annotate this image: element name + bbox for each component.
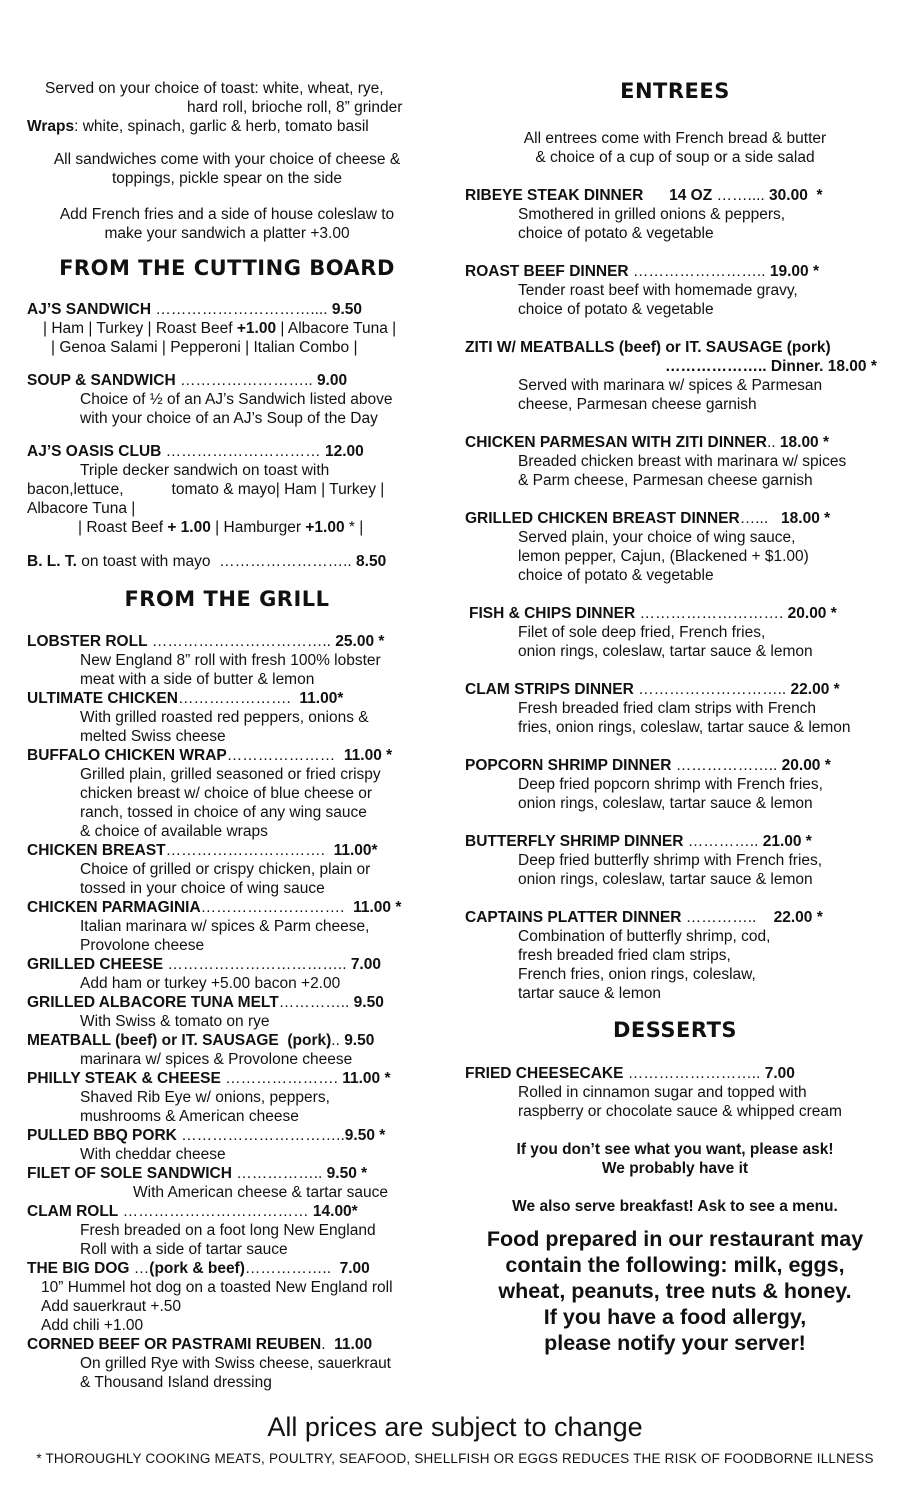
item-title-line xyxy=(27,1126,427,1145)
item-price: 8.50 xyxy=(356,553,387,570)
menu-item-blt xyxy=(27,552,427,571)
item-price: 21.00 * xyxy=(762,833,812,850)
wraps-label: Wraps xyxy=(27,118,75,135)
item-desc: Triple decker sandwich on toast with xyxy=(80,462,330,479)
item-name: RIBEYE STEAK DINNER xyxy=(465,187,644,204)
menu-item-grill xyxy=(27,1031,427,1069)
item-name: MEATBALL (beef) or IT. SAUSAGE (pork) xyxy=(27,1032,332,1049)
dot-leader: …………………………. xyxy=(165,842,334,859)
item-name: GRILLED CHICKEN BREAST DINNER xyxy=(465,510,740,527)
dot-leader: ……………………….. xyxy=(633,681,791,698)
item-desc: With American cheese & tartar sauce xyxy=(133,1184,389,1201)
item-price: 30.00 * xyxy=(769,187,823,204)
dot-leader: …………………………….. xyxy=(163,956,351,973)
menu-item-entree xyxy=(465,186,885,243)
price-change-notice: All prices are subject to change xyxy=(267,1412,643,1442)
item-name: POPCORN SHRIMP DINNER xyxy=(465,757,672,774)
desc-part: tomato & mayo| Ham | Turkey | xyxy=(171,481,385,498)
item-title-line xyxy=(27,746,427,765)
item-name: PHILLY STEAK & CHEESE xyxy=(27,1070,221,1087)
item-desc: Breaded chicken breast with marinara w/ spices & Parm cheese, Parmesan cheese garnish xyxy=(518,453,847,489)
item-name: LOBSTER ROLL xyxy=(27,633,148,650)
menu-item-entree xyxy=(465,433,885,490)
dot-leader: .. xyxy=(331,1032,345,1049)
item-title-line xyxy=(27,1202,427,1221)
dot-leader: ……………….. xyxy=(671,757,782,774)
menu-item-grill xyxy=(27,1202,427,1259)
item-price: 19.00 * xyxy=(769,263,819,280)
entrees-intro xyxy=(465,129,885,167)
item-desc: Italian marinara w/ spices & Parm cheese, Provolone cheese xyxy=(80,918,370,954)
menu-item-soup-sandwich xyxy=(27,371,427,428)
platter-line-2: make your sandwich a platter +3.00 xyxy=(104,225,350,242)
dot-leader: …………………….. xyxy=(175,372,317,389)
item-price: 18.00 * xyxy=(779,434,830,451)
item-name: GRILLED CHEESE xyxy=(27,956,164,973)
item-title-line xyxy=(27,993,427,1012)
entrees-intro-line-1: All entrees come with French bread & butter xyxy=(523,130,827,147)
desc-part: | Albacore Tuna | xyxy=(276,320,397,337)
item-name: CHICKEN BREAST xyxy=(27,842,166,859)
item-title-line xyxy=(27,955,427,974)
item-desc: Combination of butterfly shrimp, cod, fresh breaded fried clam strips, French fries, onion rings, coleslaw, tartar sauce & lemon xyxy=(518,928,771,1002)
dot-leader: . xyxy=(321,1336,335,1353)
menu-item-grill xyxy=(27,1069,427,1126)
dot-leader: …………………….. xyxy=(623,1065,765,1082)
menu-item-entree xyxy=(465,262,885,319)
dot-leader: ………………………….... xyxy=(151,301,332,318)
item-desc: Served with marinara w/ spices & Parmesan cheese, Parmesan cheese garnish xyxy=(518,377,823,413)
menu-item-entree xyxy=(465,604,885,661)
item-name: CHICKEN PARMESAN WITH ZITI DINNER xyxy=(465,434,767,451)
ask-line-2: We probably have it xyxy=(601,1160,749,1177)
item-desc: Smothered in grilled onions & peppers, choice of potato & vegetable xyxy=(518,206,786,242)
item-name: BUFFALO CHICKEN WRAP xyxy=(27,747,227,764)
item-title-line xyxy=(465,338,885,357)
item-title-line xyxy=(27,1069,427,1088)
menu-item-grill xyxy=(27,1126,427,1164)
dot-leader: ………………… xyxy=(226,747,344,764)
item-title-line xyxy=(27,1164,427,1183)
dot-leader: .. xyxy=(766,434,780,451)
item-name: THE BIG DOG xyxy=(27,1260,130,1277)
item-name: FISH & CHIPS DINNER xyxy=(469,605,636,622)
foodborne-warning: * THOROUGHLY COOKING MEATS, POULTRY, SEAFOOD, SHELLFISH OR EGGS REDUCES THE RISK OF FOODBORNE ILLNESS xyxy=(36,1451,874,1466)
item-name: B. L. T. xyxy=(27,553,77,570)
item-desc: Fresh breaded fried clam strips with French fries, onion rings, coleslaw, tartar sauce & lemon xyxy=(518,700,851,736)
item-price: 9.50 * xyxy=(344,1127,386,1144)
item-price: 18.00 * xyxy=(781,510,831,527)
item-desc: Deep fried butterfly shrimp with French fries, onion rings, coleslaw, tartar sauce & lemon xyxy=(518,852,823,888)
item-price: 22.00 * xyxy=(790,681,840,698)
item-desc: Albacore Tuna | xyxy=(27,500,136,517)
menu-item-grill xyxy=(27,632,427,689)
item-price: 12.00 xyxy=(324,443,364,460)
item-desc: Choice of ½ of an AJ’s Sandwich listed above with your choice of an AJ’s Soup of the Day xyxy=(80,391,393,427)
item-title-line xyxy=(27,689,427,708)
menu-item-aj-sandwich xyxy=(27,300,427,357)
item-desc: With grilled roasted red peppers, onions & melted Swiss cheese xyxy=(80,709,369,745)
item-title-line xyxy=(465,908,885,927)
menu-item-grill xyxy=(27,1164,427,1202)
dot-leader: …... xyxy=(739,510,782,527)
desc-part: | Hamburger xyxy=(210,519,306,536)
item-name: CLAM STRIPS DINNER xyxy=(465,681,634,698)
desc-part: * | xyxy=(344,519,364,536)
menu-item-entree xyxy=(465,756,885,813)
dot-leader: ………….. xyxy=(681,909,774,926)
platter-line-1: Add French fries and a side of house coleslaw to xyxy=(59,206,395,223)
item-price: 9.50 xyxy=(353,994,384,1011)
item-price-line: ……………….. Dinner. 18.00 * xyxy=(665,358,877,375)
item-desc: Rolled in cinnamon sugar and topped with raspberry or chocolate sauce & whipped cream xyxy=(518,1084,842,1120)
item-name: CORNED BEEF OR PASTRAMI REUBEN xyxy=(27,1336,322,1353)
menu-item-grill xyxy=(27,993,427,1031)
item-paren: (pork & beef) xyxy=(149,1260,245,1277)
dot-leader: ………………………. xyxy=(635,605,788,622)
menu-item-entree xyxy=(465,338,885,414)
toast-choices xyxy=(27,79,427,136)
item-price: 11.00* xyxy=(299,690,344,707)
item-price: 7.00 xyxy=(339,1260,370,1277)
item-desc: Filet of sole deep fried, French fries, onion rings, coleslaw, tartar sauce & lemon xyxy=(518,624,813,660)
item-name: CLAM ROLL xyxy=(27,1203,119,1220)
item-price: 25.00 * xyxy=(335,633,385,650)
dot-leader: ………………………… xyxy=(161,443,325,460)
menu-item-oasis-club xyxy=(27,442,427,537)
menu-item-entree xyxy=(465,832,885,889)
item-desc: Shaved Rib Eye w/ onions, peppers, mushrooms & American cheese xyxy=(80,1089,330,1125)
desserts-heading: DESSERTS xyxy=(612,1018,738,1042)
grill-heading: FROM THE GRILL xyxy=(124,587,330,611)
item-title-line xyxy=(465,433,885,452)
item-name: ULTIMATE CHICKEN xyxy=(27,690,178,707)
item-title-line xyxy=(465,832,885,851)
item-title-line xyxy=(27,841,427,860)
menu-item-fried-cheesecake xyxy=(465,1064,885,1121)
item-name: BUTTERFLY SHRIMP DINNER xyxy=(465,833,684,850)
item-title-line xyxy=(27,1259,427,1278)
allergy-line-5: please notify your server! xyxy=(544,1331,806,1355)
menu-item-entree xyxy=(465,908,885,1003)
menu-item-entree xyxy=(465,509,885,585)
allergy-line-2: contain the following: milk, eggs, xyxy=(505,1253,845,1277)
allergy-line-4: If you have a food allergy, xyxy=(543,1305,807,1329)
item-price: 9.50 xyxy=(331,301,363,318)
wraps-text: : white, spinach, garlic & herb, tomato basil xyxy=(74,118,369,135)
menu-item-grill xyxy=(27,841,427,898)
item-desc: Tender roast beef with homemade gravy, choice of potato & vegetable xyxy=(518,282,798,318)
item-name: ROAST BEEF DINNER xyxy=(465,263,629,280)
wraps-line xyxy=(27,117,427,136)
dot-leader: ………………………. xyxy=(200,899,354,916)
toast-line-1: Served on your choice of toast: white, wheat, rye, xyxy=(45,80,384,97)
item-desc: Deep fried popcorn shrimp with French fries, onion rings, coleslaw, tartar sauce & lemon xyxy=(518,776,823,812)
item-price: 9.50 xyxy=(344,1032,375,1049)
allergy-notice xyxy=(465,1226,885,1356)
toast-line-2: hard roll, brioche roll, 8” grinder xyxy=(187,99,403,116)
item-desc: With Swiss & tomato on rye xyxy=(80,1013,270,1030)
item-title-line xyxy=(27,1335,427,1354)
item-price: 11.00 * xyxy=(343,747,393,764)
menu-item-grill xyxy=(27,1335,427,1392)
cheese-line-2: toppings, pickle spear on the side xyxy=(111,170,343,187)
breakfast-notice: We also serve breakfast! Ask to see a menu. xyxy=(512,1198,838,1215)
cheese-line-1: All sandwiches come with your choice of cheese & xyxy=(53,151,401,168)
menu-item-grill xyxy=(27,1259,427,1335)
item-price: 9.50 * xyxy=(326,1165,368,1182)
item-price: 11.00* xyxy=(333,842,378,859)
ask-line-1: If you don’t see what you want, please ask! xyxy=(516,1141,834,1158)
desc-part: + 1.00 xyxy=(167,519,211,536)
item-title-line xyxy=(465,509,885,528)
item-price: 14.00* xyxy=(312,1203,358,1220)
desc-part: | Ham | Turkey | Roast Beef xyxy=(43,320,237,337)
item-title-line xyxy=(465,262,885,281)
item-desc: marinara w/ spices & Provolone cheese xyxy=(80,1051,353,1068)
item-desc: New England 8” roll with fresh 100% lobster meat with a side of butter & lemon xyxy=(80,652,381,688)
item-title-line xyxy=(27,898,427,917)
item-desc: Add ham or turkey +5.00 bacon +2.00 xyxy=(80,975,341,992)
dot-leader: …….... xyxy=(712,187,770,204)
item-desc: Grilled plain, grilled seasoned or fried crispy chicken breast w/ choice of blue cheese or ranch, tossed in choice of any wing sauce & choice of available wraps xyxy=(80,766,381,840)
dot-leader: …………………………….. xyxy=(147,633,336,650)
entrees-intro-line-2: & choice of a cup of soup or a side salad xyxy=(535,149,815,166)
item-title-line xyxy=(465,680,885,699)
item-title-line xyxy=(465,756,885,775)
platter-note xyxy=(27,205,427,243)
desc-part: | Roast Beef xyxy=(78,519,168,536)
dot-leader: …………………….. xyxy=(210,553,357,570)
item-title-line xyxy=(465,186,885,205)
item-name: FRIED CHEESECAKE xyxy=(465,1065,624,1082)
item-name: CHICKEN PARMAGINIA xyxy=(27,899,201,916)
item-name: CAPTAINS PLATTER DINNER xyxy=(465,909,682,926)
item-price: 20.00 * xyxy=(787,605,837,622)
item-name: ZITI W/ MEATBALLS (beef) or IT. SAUSAGE (pork) xyxy=(465,339,831,356)
cheese-note xyxy=(27,150,427,188)
cutting-board-heading: FROM THE CUTTING BOARD xyxy=(59,256,395,280)
item-price: 7.00 xyxy=(350,956,381,973)
item-desc: 10” Hummel hot dog on a toasted New England roll Add sauerkraut +.50 Add chili +1.00 xyxy=(41,1279,393,1334)
dot-leader: …………………….. xyxy=(628,263,770,280)
desc-part: +1.00 xyxy=(236,320,277,337)
dot-leader: ………….. xyxy=(278,994,354,1011)
dot-leader: …………………. xyxy=(220,1070,343,1087)
item-name: GRILLED ALBACORE TUNA MELT xyxy=(27,994,279,1011)
item-desc: | Genoa Salami | Pepperoni | Italian Combo | xyxy=(51,339,358,356)
entrees-heading: ENTREES xyxy=(620,79,730,103)
desc-part: bacon,lettuce, xyxy=(27,481,124,498)
item-text: on toast with mayo xyxy=(76,553,211,570)
item-desc: Choice of grilled or crispy chicken, plain or tossed in your choice of wing sauce xyxy=(80,861,371,897)
item-desc xyxy=(27,319,427,338)
item-price: 7.00 xyxy=(764,1065,795,1082)
item-desc: Served plain, your choice of wing sauce, lemon pepper, Cajun, (Blackened + $1.00) choice of potato & vegetable xyxy=(518,529,809,584)
menu-item-grill xyxy=(27,746,427,841)
item-name: AJ’S SANDWICH xyxy=(27,301,152,318)
entree-list xyxy=(465,186,885,1022)
item-price: 9.00 xyxy=(316,372,348,389)
menu-item-entree xyxy=(465,680,885,737)
item-name: AJ’S OASIS CLUB xyxy=(27,443,162,460)
item-title-line xyxy=(465,604,885,623)
dot-leader: ………………………….. xyxy=(176,1127,345,1144)
dot-leader: ………….. xyxy=(683,833,763,850)
allergy-line-1: Food prepared in our restaurant may xyxy=(486,1227,864,1251)
item-price: 11.00 * xyxy=(353,899,402,916)
dot-leader: ……………………………… xyxy=(118,1203,313,1220)
dot-leader: …………….. xyxy=(231,1165,327,1182)
item-title-line xyxy=(27,1031,427,1050)
item-name: FILET OF SOLE SANDWICH xyxy=(27,1165,232,1182)
allergy-line-3: wheat, peanuts, tree nuts & honey. xyxy=(498,1279,852,1303)
item-desc: On grilled Rye with Swiss cheese, sauerkraut & Thousand Island dressing xyxy=(80,1355,391,1391)
item-price: 11.00 xyxy=(334,1336,373,1353)
dot-leader: … xyxy=(129,1260,150,1277)
menu-item-grill xyxy=(27,898,427,955)
item-desc: With cheddar cheese xyxy=(80,1146,226,1163)
item-price: 22.00 * xyxy=(773,909,823,926)
grill-list xyxy=(27,632,427,1392)
ask-notice xyxy=(465,1140,885,1178)
item-desc: Fresh breaded on a foot long New England Roll with a side of tartar sauce xyxy=(80,1222,376,1258)
menu-item-grill xyxy=(27,689,427,746)
dot-leader: …………….. xyxy=(244,1260,340,1277)
item-desc xyxy=(27,480,427,499)
dot-leader: …………………. xyxy=(177,690,300,707)
item-price: 11.00 * xyxy=(342,1070,391,1087)
item-title-line xyxy=(27,632,427,651)
item-name: PULLED BBQ PORK xyxy=(27,1127,177,1144)
item-price: 20.00 * xyxy=(781,757,831,774)
desc-part: +1.00 xyxy=(305,519,345,536)
menu-item-grill xyxy=(27,955,427,993)
item-name: SOUP & SANDWICH xyxy=(27,372,176,389)
item-size: 14 OZ xyxy=(643,187,713,204)
item-desc xyxy=(27,518,427,537)
